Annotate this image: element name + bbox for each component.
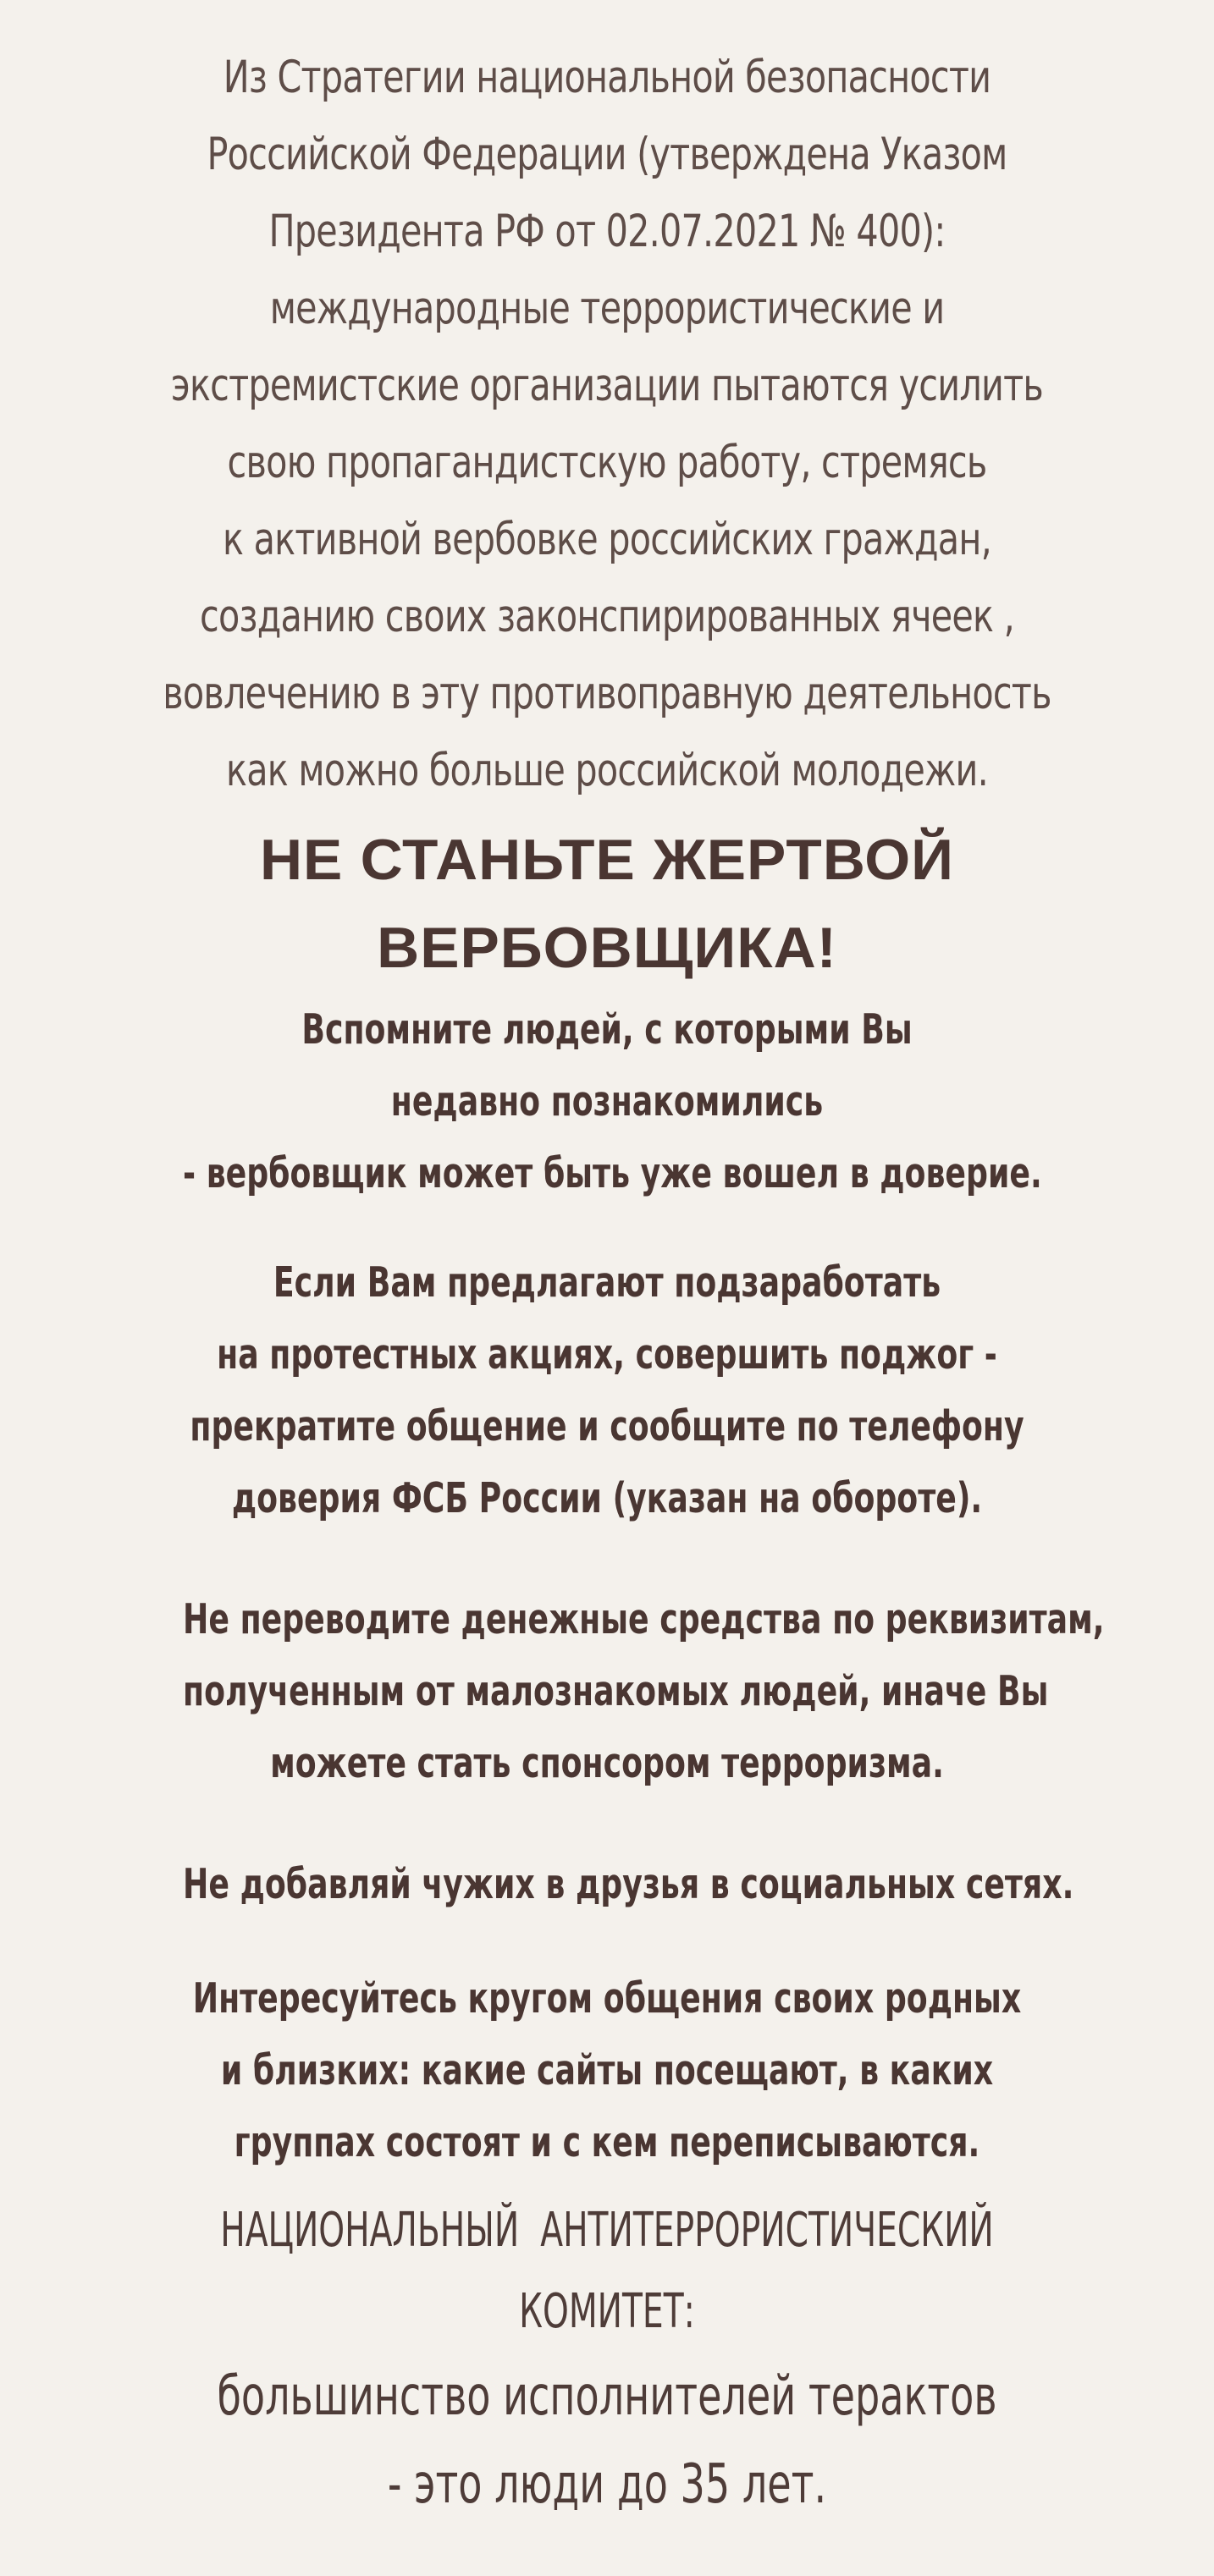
advice-line: Вспомните людей, с которыми Вы: [301, 1005, 913, 1054]
nak-line: - это люди до 35 лет.: [387, 2453, 827, 2516]
nak-statement: [195, 2353, 1020, 2529]
quote-line: экстремистские организации пытаются усилить: [171, 360, 1043, 411]
advice-line: и близких: какие сайты посещают, в каких: [220, 2046, 994, 2094]
advice-line: Не переводите денежные средства по реквизитам,: [183, 1595, 1105, 1643]
strategy-quote: [160, 39, 1054, 809]
advice-line: Интересуйтесь кругом общения своих родных: [192, 1974, 1022, 2023]
quote-line: созданию своих законспирированных ячеек ,: [200, 591, 1014, 642]
nak-line: большинство исполнителей терактов: [217, 2365, 997, 2428]
quote-line: Российской Федерации (утверждена Указом: [207, 129, 1007, 180]
advice-line: можете стать спонсором терроризма.: [270, 1739, 944, 1787]
advice-line: доверия ФСБ России (указан на обороте).: [231, 1474, 983, 1522]
advice-line: прекратите общение и сообщите по телефону: [190, 1402, 1024, 1450]
advice-relatives-circle: [183, 1962, 1031, 2178]
advice-money-transfers: [183, 1583, 1105, 1799]
advice-recent-acquaintances: [183, 994, 1042, 1209]
advice-line: - вербовщик может быть уже вошел в доверие.: [183, 1149, 1042, 1197]
quote-line: Президента РФ от 02.07.2021 № 400):: [268, 206, 946, 257]
headline-line: НЕ СТАНЬТЕ ЖЕРТВОЙ: [259, 828, 955, 892]
nak-title: НАЦИОНАЛЬНЫЙ АНТИТЕРРОРИСТИЧЕСКИЙ КОМИТЕТ:: [220, 2203, 994, 2339]
quote-line: международные террористические и: [269, 283, 945, 334]
advice-line: группах состоят и с кем переписываются.: [234, 2118, 980, 2166]
quote-line: как можно больше российской молодежи.: [226, 745, 988, 796]
headline-line: ВЕРБОВЩИКА!: [377, 916, 837, 980]
advice-line: полученным от малознакомых людей, иначе Вы: [183, 1667, 1049, 1715]
headline: [22, 816, 1191, 992]
quote-line: свою пропагандистскую работу, стремясь: [227, 437, 987, 488]
advice-line: на протестных акциях, совершить поджог -: [217, 1330, 997, 1379]
quote-line: Из Стратегии национальной безопасности: [223, 52, 991, 103]
advice-protest-offers: [183, 1247, 1031, 1534]
advice-line: недавно познакомились: [390, 1077, 824, 1126]
advice-line: Не добавляй чужих в друзья в социальных сетях.: [183, 1860, 1074, 1908]
advice-social-networks: [183, 1848, 1074, 1920]
quote-line: вовлечению в эту противоправную деятельность: [163, 668, 1051, 719]
quote-line: к активной вербовке российских граждан,: [223, 514, 991, 565]
advice-line: Если Вам предлагают подзаработать: [273, 1258, 941, 1307]
